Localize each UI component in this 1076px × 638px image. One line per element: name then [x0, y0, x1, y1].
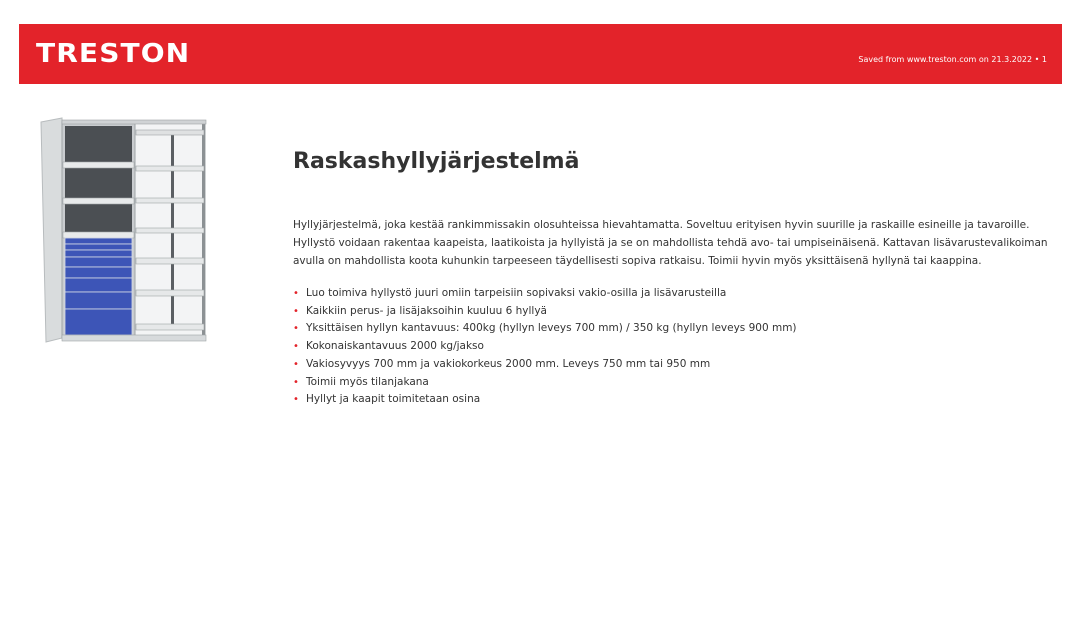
- bullet-icon: •: [293, 394, 299, 406]
- list-item-text: Yksittäisen hyllyn kantavuus: 400kg (hyllyn leveys 700 mm) / 350 kg (hyllyn leveys 900 mm): [306, 322, 797, 335]
- list-item-text: Kokonaiskantavuus 2000 kg/jakso: [306, 340, 484, 353]
- list-item-text: Hyllyt ja kaapit toimitetaan osina: [306, 393, 481, 406]
- bullet-icon: •: [293, 341, 299, 353]
- list-item: [293, 285, 797, 303]
- bullet-icon: •: [293, 288, 299, 299]
- bullet-icon: •: [293, 323, 299, 335]
- bullet-icon: •: [293, 376, 299, 388]
- product-description: Hyllyjärjestelmä, joka kestää rankimmissakin olosuhteissa hievahtamatta. Soveltuu erityisen hyvin suurille ja raskaille esineille ja tavaroille. Hyllystö voidaan rakentaa kaapeista, laatikoista ja hyllyistä ja se on mahdollista tehdä avo- tai umpiseinäisenä. Kattavan lisävarustevalikoiman avulla on mahdollista koota kuhunkin tarpeeseen täydellisesti sopiva ratkaisu. Toimii hyvin myös yksittäisenä hyllynä tai kaappina.: [293, 219, 1048, 267]
- list-item-text: Luo toimiva hyllystö juuri omiin tarpeisiin sopivaksi vakio-osilla ja lisävarusteilla: [306, 287, 727, 299]
- list-item-text: Toimii myös tilanjakana: [306, 375, 429, 388]
- list-item-text: Vakiosyvyys 700 mm ja vakiokorkeus 2000 mm. Leveys 750 mm tai 950 mm: [306, 357, 711, 370]
- bullet-icon: •: [293, 305, 299, 317]
- feature-list: [293, 285, 797, 409]
- list-item: [293, 374, 797, 392]
- page-title: Raskashyllyjärjestelmä: [293, 149, 580, 174]
- list-item: [293, 391, 797, 409]
- treston-logo[interactable]: TRESTON: [36, 39, 191, 69]
- list-item: [293, 338, 797, 356]
- list-item: [293, 303, 797, 321]
- product-image: [38, 116, 210, 346]
- list-item-text: Kaikkiin perus- ja lisäjaksoihin kuuluu 6 hyllyä: [306, 304, 547, 317]
- page-header: [19, 24, 1062, 84]
- bullet-icon: •: [293, 358, 299, 370]
- list-item: [293, 356, 797, 374]
- list-item: [293, 320, 797, 338]
- saved-from-note: Saved from www.treston.com on 21.3.2022 • 1: [858, 55, 1047, 64]
